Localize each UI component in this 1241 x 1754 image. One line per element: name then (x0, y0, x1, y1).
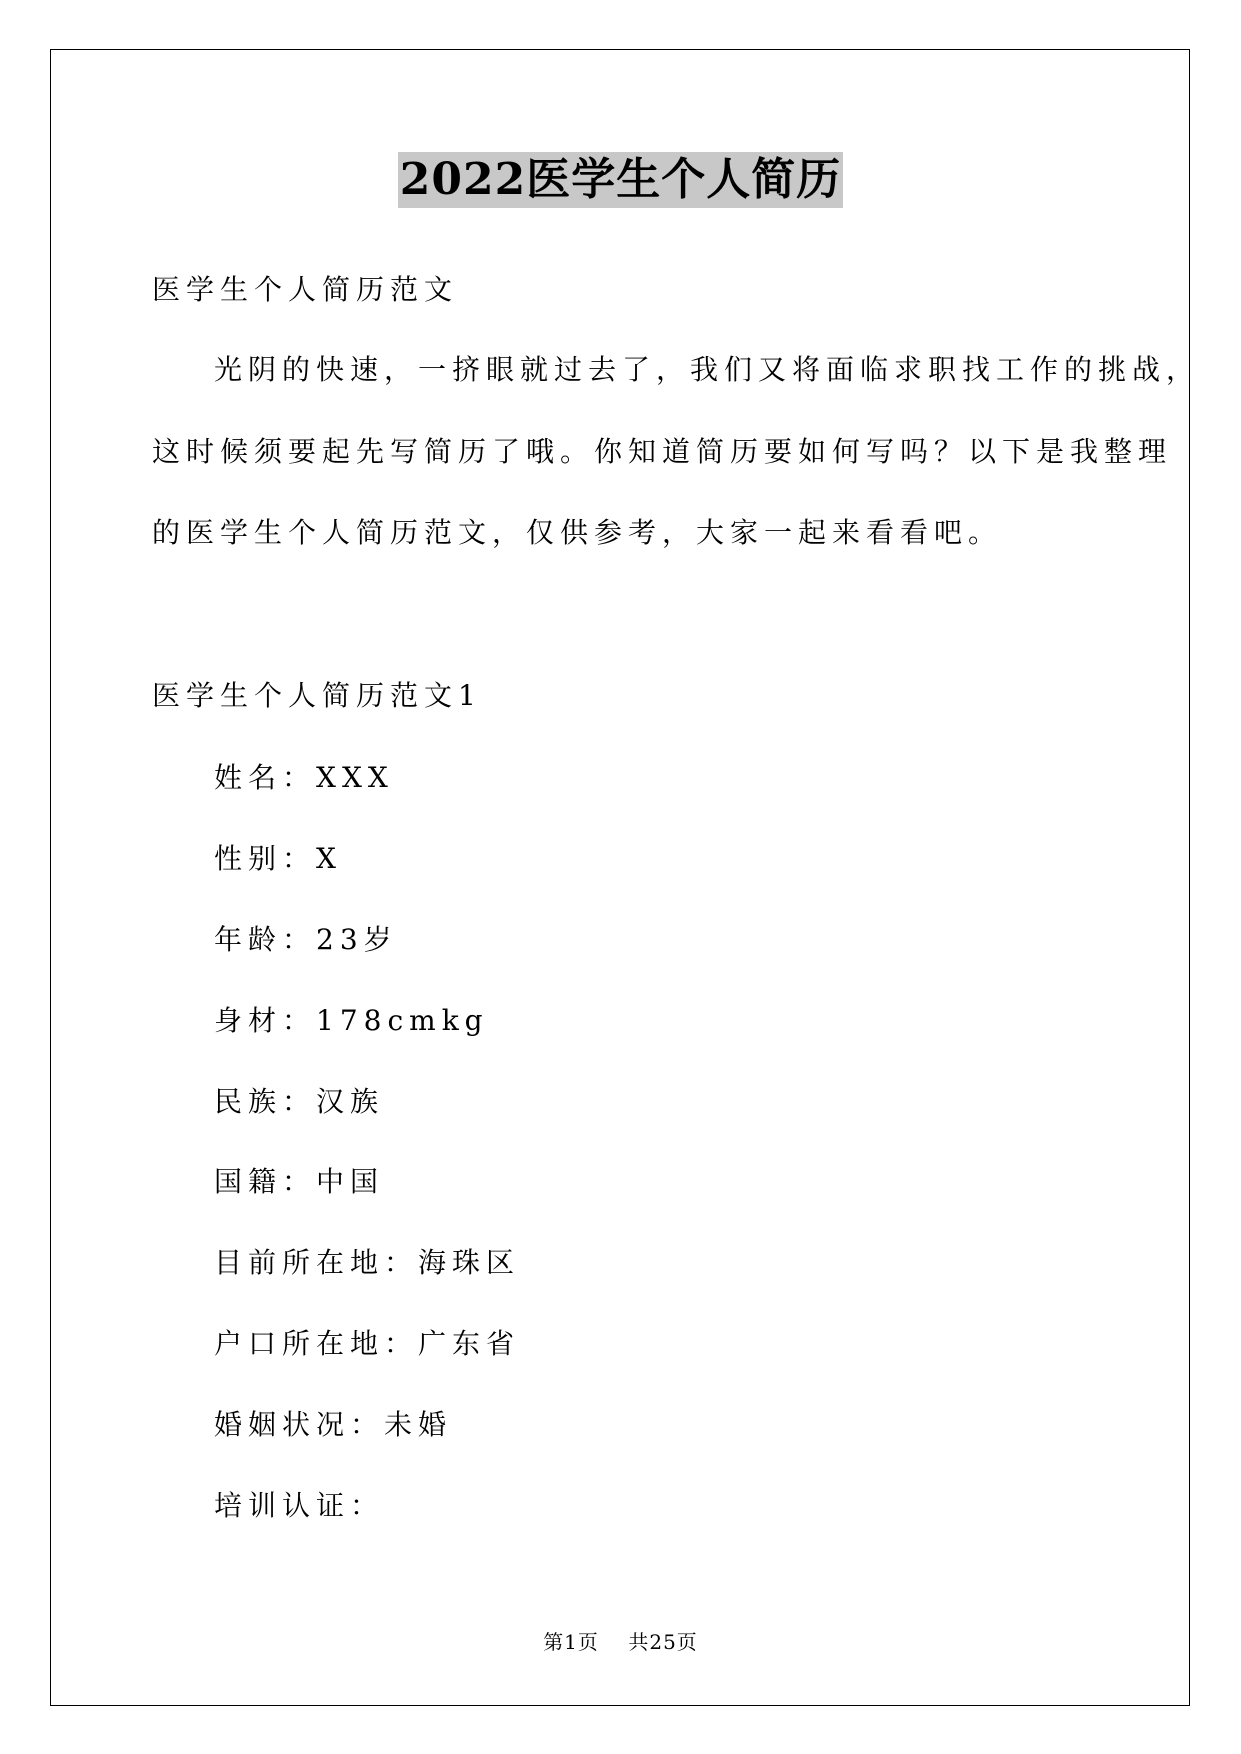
field-label: 身材： (214, 1004, 317, 1037)
field-value: 广东省 (418, 1327, 521, 1360)
intro-line-2: 这时候须要起先写简历了哦。你知道简历要如何写吗？以下是我整理 (152, 435, 1173, 468)
page-footer (0, 1628, 1241, 1656)
field-row-age (214, 920, 398, 960)
intro-line-1: 光阴的快速，一挤眼就过去了，我们又将面临求职找工作的挑战， (214, 353, 1201, 386)
document-subtitle: 医学生个人简历范文 (152, 273, 459, 306)
page-number: 第1页 (543, 1630, 599, 1654)
field-label: 姓名： (214, 761, 317, 794)
field-label: 性别： (214, 842, 317, 875)
field-label: 年龄： (214, 923, 317, 956)
field-row-name (214, 758, 394, 798)
field-value: X (316, 842, 342, 875)
field-row-marital (214, 1405, 452, 1445)
field-row-ethnicity (214, 1082, 384, 1122)
field-row-hukou (214, 1324, 520, 1364)
field-label: 户口所在地： (214, 1327, 419, 1360)
field-row-nationality (214, 1162, 384, 1202)
field-label: 婚姻状况： (214, 1408, 385, 1441)
field-value: 178cmkg (316, 1004, 489, 1037)
field-label: 民族： (214, 1085, 317, 1118)
page-total: 共25页 (628, 1630, 698, 1654)
field-value: 23岁 (316, 923, 398, 956)
field-value: 中国 (316, 1165, 385, 1198)
field-value: 海珠区 (418, 1246, 521, 1279)
field-value: 未婚 (384, 1408, 453, 1441)
field-label: 培训认证： (214, 1489, 385, 1522)
field-value: 汉族 (316, 1085, 385, 1118)
field-label: 目前所在地： (214, 1246, 419, 1279)
field-label: 国籍： (214, 1165, 317, 1198)
field-row-location (214, 1243, 520, 1283)
document-title: 2022医学生个人简历 (398, 152, 843, 208)
field-value: XXX (316, 761, 394, 794)
field-row-gender (214, 839, 342, 879)
intro-line-3: 的医学生个人简历范文，仅供参考，大家一起来看看吧。 (152, 516, 1003, 549)
field-row-certification (214, 1486, 384, 1526)
title-container (0, 152, 1241, 208)
field-row-height (214, 1001, 489, 1041)
section-heading: 医学生个人简历范文1 (152, 679, 482, 712)
